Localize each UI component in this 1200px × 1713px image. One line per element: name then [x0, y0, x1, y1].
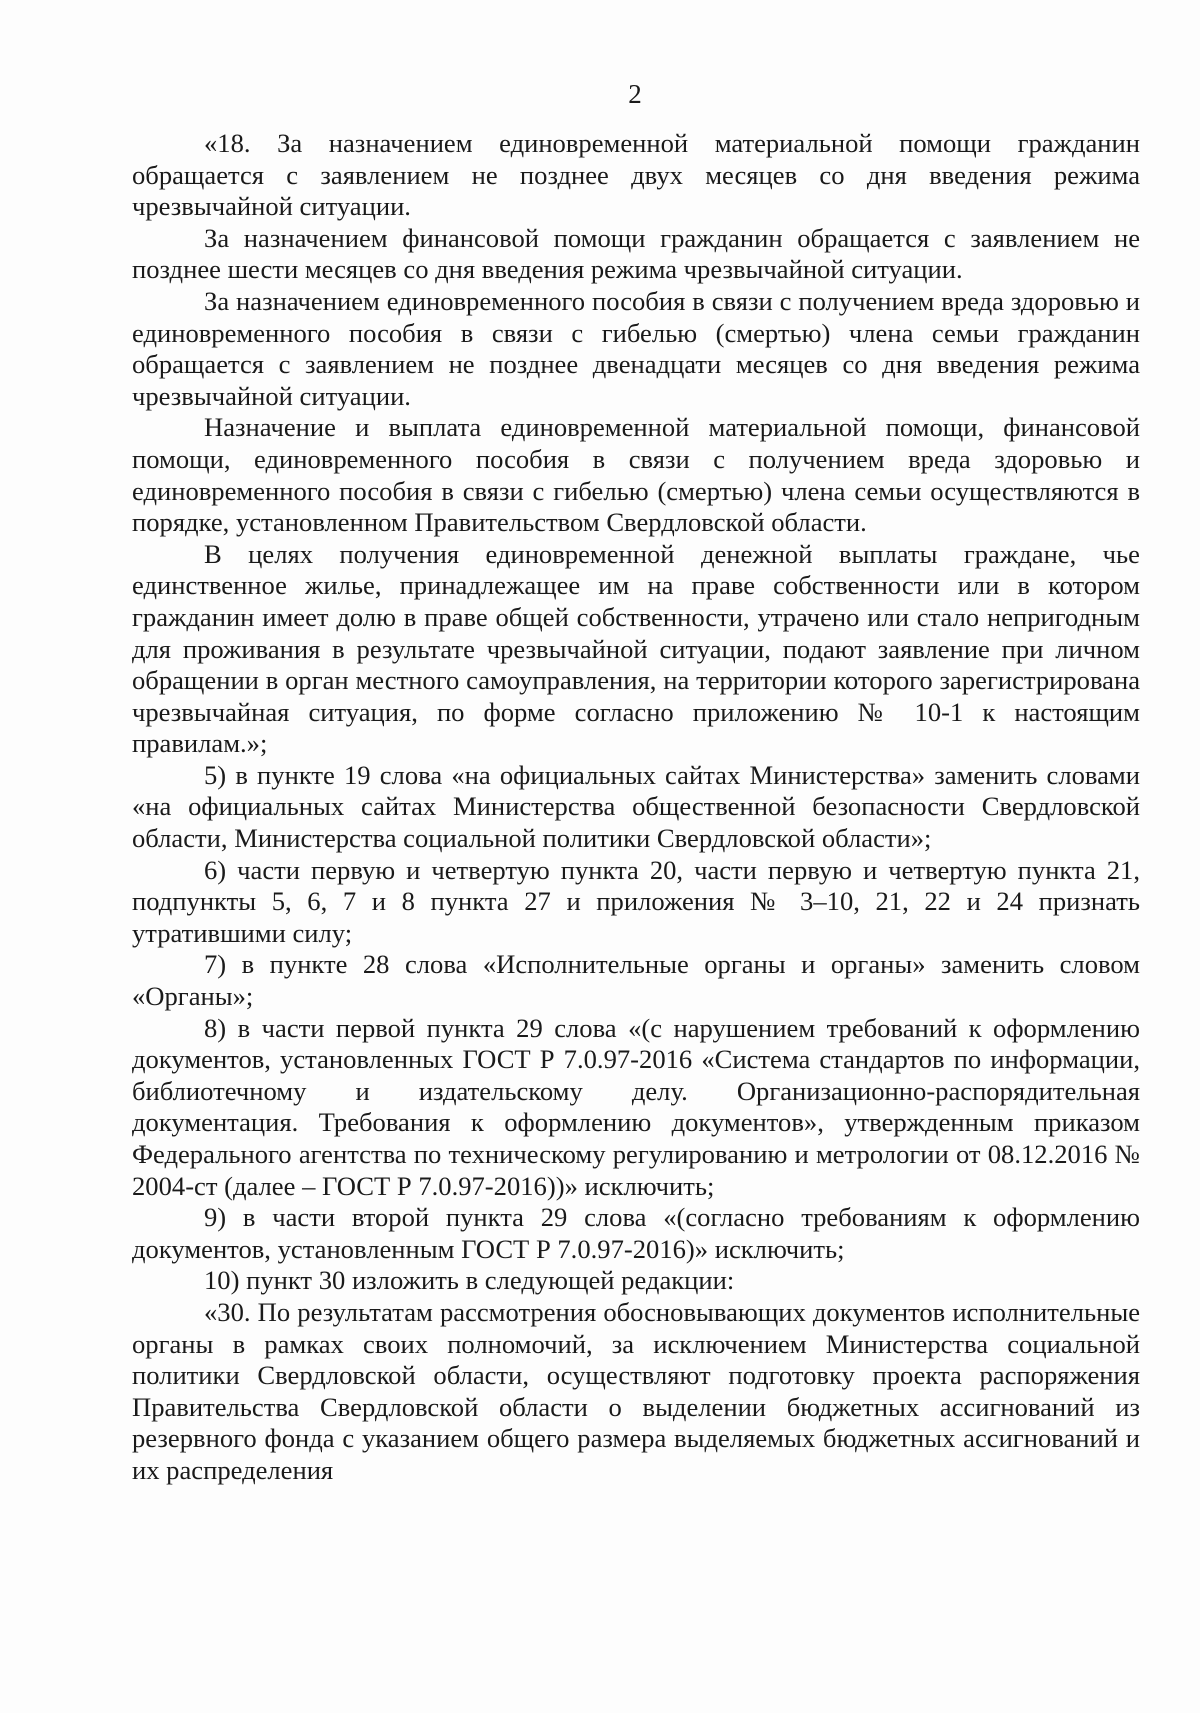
page-number: 2 — [628, 79, 642, 109]
paragraph: 7) в пункте 28 слова «Исполнительные органы и органы» заменить словом «Органы»; — [132, 949, 1140, 1012]
paragraph: Назначение и выплата единовременной материальной помощи, финансовой помощи, единовременного пособия в связи с получением вреда здоровью и единовременного пособия в связи с гибелью (смертью) члена семьи осуществляются в порядке, установленном Правительством Свердловской области. — [132, 412, 1140, 538]
paragraph: 6) части первую и четвертую пункта 20, части первую и четвертую пункта 21, подпункты 5, 6, 7 и 8 пункта 27 и приложения № 3–10, 21, 22 и 24 признать утратившими силу; — [132, 854, 1140, 948]
paragraph: 10) пункт 30 изложить в следующей редакции: — [204, 1265, 735, 1296]
paragraph: 9) в части второй пункта 29 слова «(согласно требованиям к оформлению документов, установленным ГОСТ Р 7.0.97-2016)» исключить; — [132, 1202, 1140, 1264]
paragraph: 5) в пункте 19 слова «на официальных сайтах Министерства» заменить словами «на официальных сайтах Министерства общественной безопасности Свердловской области, Министерства социальной политики Свердловской области»; — [132, 759, 1140, 854]
document-body — [132, 128, 1140, 1487]
paragraph: В целях получения единовременной денежной выплаты граждане, чье единственное жилье, принадлежащее им на праве собственности или в котором гражданин имеет долю в праве общей собственности, утрачено или стало непригодным для проживания в результате чрезвычайной ситуации, подают заявление при личном обращении в орган местного самоуправления, на территории которого зарегистрирована чрезвычайная ситуация, по форме согласно приложению № 10-1 к настоящим правилам.»; — [132, 538, 1140, 759]
paragraph: «30. По результатам рассмотрения обосновывающих документов исполнительные органы в рамках своих полномочий, за исключением Министерства социальной политики Свердловской области, осуществляют подготовку проекта распоряжения Правительства Свердловской области о выделении бюджетных ассигнований из резервного фонда с указанием общего размера выделяемых бюджетных ассигнований и их распределения — [132, 1296, 1140, 1485]
paragraph: За назначением единовременного пособия в связи с получением вреда здоровью и единовременного пособия в связи с гибелью (смертью) члена семьи гражданин обращается с заявлением не позднее двенадцати месяцев со дня введения режима чрезвычайной ситуации. — [132, 285, 1140, 411]
paragraph: 8) в части первой пункта 29 слова «(с нарушением требований к оформлению документов, установленных ГОСТ Р 7.0.97-2016 «Система стандартов по информации, библиотечному и издательскому делу. Организационно-распорядительная документация. Требования к оформлению документов», утвержденным приказом Федерального агентства по техническому регулированию и метрологии от 08.12.2016 № 2004-ст (далее – ГОСТ Р 7.0.97-2016))» исключить; — [132, 1012, 1140, 1201]
paragraph: «18. За назначением единовременной материальной помощи гражданин обращается с заявлением не позднее двух месяцев со дня введения режима чрезвычайной ситуации. — [132, 128, 1140, 222]
paragraph: За назначением финансовой помощи гражданин обращается с заявлением не позднее шести месяцев со дня введения режима чрезвычайной ситуации. — [132, 222, 1140, 285]
